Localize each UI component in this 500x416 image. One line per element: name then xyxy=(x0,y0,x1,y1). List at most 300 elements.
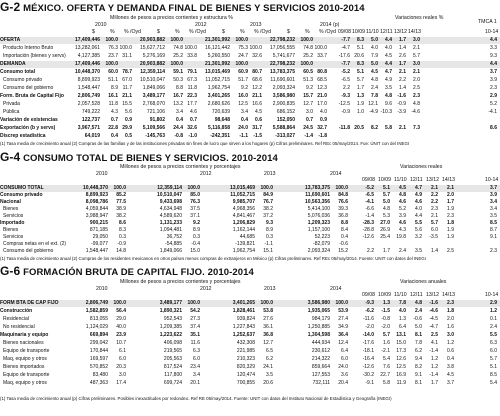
t3-cell: 3,489,177 xyxy=(159,300,182,306)
t1-var-col: 14/13 xyxy=(408,29,421,35)
t1-cell: 5,109,566 xyxy=(142,125,165,131)
t3-cell: 1.6 xyxy=(447,324,454,330)
t1-cell: 16.1 xyxy=(108,93,118,99)
t2-cell: 76.7 xyxy=(263,199,273,205)
t1-cell: 21.1 xyxy=(252,93,262,99)
t1-cell: 1,962,754 xyxy=(207,85,230,91)
t3-cell: 1.2 xyxy=(447,340,454,346)
t1-cell: -1.0 xyxy=(188,133,197,139)
t1-cell: 12.5 xyxy=(238,101,248,107)
t2-cell: 5.0 xyxy=(383,199,390,205)
t3-cell: 23.9 xyxy=(116,332,126,338)
t3-cell: 5.4 xyxy=(490,380,497,386)
t2-row-label: CONSUMO TOTAL xyxy=(0,185,44,191)
t3-cell: -1.6 xyxy=(429,300,438,306)
t1-cell: 76.3 xyxy=(108,45,118,51)
t3-cell: 34.9 xyxy=(338,324,348,330)
t1-cell: 5.1 xyxy=(357,69,364,75)
t1-cell: 25.2 xyxy=(303,53,313,59)
t2-cell: 4,968,356 xyxy=(232,206,255,212)
t3-row-label: Maq, equipo y otros xyxy=(3,380,47,386)
t1-cell: 3.0 xyxy=(413,37,420,43)
t3-cell: -1.5 xyxy=(381,308,390,314)
t3-cell: 3.0 xyxy=(119,372,126,378)
t2-var-col: 14/13 xyxy=(442,177,455,183)
t3-var-col: 09/08 xyxy=(362,292,375,298)
t1-cell: 100.0 xyxy=(170,37,183,43)
t2-cell: 4.0 xyxy=(415,206,422,212)
t1-cell: 4.5 xyxy=(371,69,378,75)
t1-cell: 4.7 xyxy=(385,69,392,75)
t3-cell: 11.9 xyxy=(396,380,406,386)
t1-cell: 3,401,265 xyxy=(207,93,230,99)
t3-cell: 83,480 xyxy=(92,372,108,378)
t1-cell: 1.7 xyxy=(399,61,406,67)
t3-cell: 0.6 xyxy=(447,348,454,354)
t3-cell: -16.4 xyxy=(362,356,374,362)
t2-cell: 4,059,844 xyxy=(85,206,108,212)
t1-cell: -1.8 xyxy=(318,133,327,139)
t2-cell: 3.5 xyxy=(415,248,422,254)
t2-cell: 4,589,620 xyxy=(159,213,182,219)
t1-cell: -7.7 xyxy=(341,37,350,43)
t1-cell: 59.1 xyxy=(173,69,183,75)
t1-row-label: DEMANDA xyxy=(0,61,26,67)
t3-cell: -2.0 xyxy=(365,324,374,330)
t2-cell: 8.6 xyxy=(119,220,126,226)
t2-cell: 5,414,100 xyxy=(307,206,330,212)
t1-cell: 5.8 xyxy=(385,125,392,131)
t2-cell: 2.1 xyxy=(431,185,438,191)
t1-cell: 4.0 xyxy=(371,45,378,51)
t3-cell: 205,563 xyxy=(163,356,182,362)
t2-cell: 100.0 xyxy=(113,185,126,191)
t1-cell: 13,783,375 xyxy=(269,69,295,75)
t2-cell: 2.1 xyxy=(447,185,454,191)
t3-var-col: 12/11 xyxy=(410,292,423,298)
t1-cell: 16,121,442 xyxy=(204,45,230,51)
t2-cell: -99,077 xyxy=(91,241,108,247)
t1-var-col: 12/11 xyxy=(380,29,393,35)
t2-year: 2010 xyxy=(96,171,108,177)
t1-cell: 5,276,169 xyxy=(142,53,165,59)
table3-note: (1) Tasa media de crecimiento anual (p) Cifras preliminares. Posibles inexactitudes por redondeo. Ref RE 05/may/2014. Fuente: UNIT con datos del Instituto Nacional de Estadística y Geografía (INEGI) xyxy=(0,396,392,401)
t1-row-label: Exportación (b y servs) xyxy=(0,125,56,131)
t2-cell: 4.6 xyxy=(399,199,406,205)
t3-cell: 27.6 xyxy=(263,316,273,322)
t1-cell: 4,127,385 xyxy=(77,53,100,59)
t1-cell: 21,301,992 xyxy=(204,37,230,43)
t3-cell: 117,800 xyxy=(164,372,182,378)
t3-cell: 8.1 xyxy=(415,332,422,338)
t1-row xyxy=(0,69,500,76)
t1-row xyxy=(0,133,500,140)
t2-cell: -5.2 xyxy=(365,185,374,191)
t3-cell: 2.0 xyxy=(447,316,454,322)
t1-subcol: % xyxy=(240,29,245,35)
t2-cell: 8.4 xyxy=(341,227,348,233)
t1-row xyxy=(0,37,500,44)
t2-row-label: Servicios xyxy=(3,213,24,219)
t3-cell: 699,724 xyxy=(163,380,182,386)
t2-cell: 26.9 xyxy=(380,227,390,233)
t1-cell: -242,351 xyxy=(210,133,230,139)
t1-cell: -11.8 xyxy=(338,125,350,131)
t2-cell: 4.3 xyxy=(399,227,406,233)
t2-cell: 36.8 xyxy=(338,213,348,219)
t1-cell: 23.7 xyxy=(108,53,118,59)
t2-year: 2012 xyxy=(200,171,212,177)
t1-cell: -1.6 xyxy=(397,93,406,99)
t1-cell: 1.4 xyxy=(399,85,406,91)
t3-row-label: Maq, equipo y otros xyxy=(3,356,47,362)
t1-cell: 21.0 xyxy=(317,93,327,99)
t1-cell: 5,741,677 xyxy=(272,53,295,59)
t2-cell: 2.3 xyxy=(490,248,497,254)
t2-cell: 2.0 xyxy=(447,192,454,198)
t3-cell: 100.0 xyxy=(113,300,126,306)
t1-cell: 17.7 xyxy=(187,101,197,107)
t1-cell: 11,052,715 xyxy=(205,77,230,83)
t3-cell: 4.0 xyxy=(399,308,406,314)
t2-cell: 8.9 xyxy=(193,227,200,233)
t3-cell: 1,582,859 xyxy=(85,308,108,314)
t1-cell: 11.8 xyxy=(108,101,118,107)
t1-year: 2010 xyxy=(95,22,107,28)
t2-cell: 1,157,100 xyxy=(307,227,330,233)
t2-cell: 3.4 xyxy=(490,206,497,212)
t3-cell: 3.0 xyxy=(447,332,454,338)
t3-cell: 221,985 xyxy=(236,348,255,354)
t1-cell: 1.7 xyxy=(399,37,406,43)
t2-cell: 3.4 xyxy=(490,199,497,205)
t3-cell: 29.0 xyxy=(116,316,126,322)
t1-cell: 0.9 xyxy=(320,117,327,123)
t3-cell: 2,806,749 xyxy=(85,300,108,306)
t2-cell: -28.3 xyxy=(362,220,374,226)
t1-cell: 100.0 xyxy=(300,37,313,43)
t1-cell: 3.0 xyxy=(306,109,313,115)
t3-cell: 7.8 xyxy=(415,340,422,346)
t3-cell: 20.6 xyxy=(263,380,273,386)
t1-cell: 75.3 xyxy=(238,45,248,51)
t1-cell: 0.5 xyxy=(125,133,132,139)
t1-row-label: Consumo privado xyxy=(3,77,43,83)
table1-title xyxy=(0,0,500,14)
t2-cell: 1,849,066 xyxy=(159,248,182,254)
t2-cell: 2.1 xyxy=(431,213,438,219)
t1-cell: 74.8 xyxy=(303,45,313,51)
t1-cell: -0.9 xyxy=(397,101,406,107)
t2-row xyxy=(0,234,500,241)
t2-cell: 3,988,947 xyxy=(85,213,108,219)
t1-cell: -4.9 xyxy=(369,109,378,115)
t3-cell: -9.3 xyxy=(365,300,374,306)
t1-cell: 8.9 xyxy=(111,85,118,91)
t2-row xyxy=(0,192,500,199)
t1-cell: 91,802 xyxy=(149,117,165,123)
t3-cell: 1.6 xyxy=(383,340,390,346)
t3-cell: 299,042 xyxy=(89,340,108,346)
t1-cell: 2,900,835 xyxy=(272,101,295,107)
t3-cell: 1,935,065 xyxy=(307,308,330,314)
t3-cell: 24.0 xyxy=(338,364,348,370)
t1-cell: 11.8 xyxy=(187,85,197,91)
t3-cell: 36.8 xyxy=(263,332,273,338)
t1-cell: 1.4 xyxy=(399,45,406,51)
t1-cell: 1.3 xyxy=(357,93,364,99)
t3-cell: 6.0 xyxy=(119,356,126,362)
t2-cell: 52,223 xyxy=(314,234,330,240)
t3-cell: 8.5 xyxy=(490,372,497,378)
t1-cell: 3.0 xyxy=(413,61,420,67)
t2-cell: 2.4 xyxy=(399,248,406,254)
t2-cell: 2.3 xyxy=(447,213,454,219)
t1-cell: 17,409,446 xyxy=(74,61,100,67)
table2-title xyxy=(0,150,500,164)
t1-subcol: $ xyxy=(92,29,95,35)
t3-row-label: Bienes nacionales xyxy=(3,340,44,346)
t1-cell: 2.0 xyxy=(413,77,420,83)
t1-var-col: 10/09 xyxy=(352,29,365,35)
t1-cell: 80.8 xyxy=(317,69,327,75)
table3-years xyxy=(0,286,500,298)
t3-cell: 5.7 xyxy=(383,332,390,338)
t1-row xyxy=(0,61,500,68)
t1-subcol: % xyxy=(175,29,180,35)
t1-cell: 5,260,550 xyxy=(207,53,230,59)
t2-cell: 37.2 xyxy=(263,213,273,219)
t1-row xyxy=(0,125,500,132)
t3-row xyxy=(0,364,500,371)
t3-cell: 100.0 xyxy=(260,300,273,306)
t1-cell: 0.4 xyxy=(111,133,118,139)
t3-cell: 432,308 xyxy=(236,340,255,346)
t3-row-label: Maquinaria y equipo xyxy=(0,332,49,338)
t1-cell: 16.7 xyxy=(173,93,183,99)
t1-cell: -12.5 xyxy=(338,101,350,107)
t2-cell: 2.2 xyxy=(431,199,438,205)
t2-cell: 900,215 xyxy=(89,220,108,226)
t3-cell: 1,250,885 xyxy=(307,324,330,330)
t2-cell: 4,634,948 xyxy=(159,206,182,212)
t3-row xyxy=(0,332,500,339)
t1-cell: 17.0 xyxy=(317,101,327,107)
t3-cell: 820,329 xyxy=(236,364,255,370)
t2-row-label: Compras netas en el ext. (2) xyxy=(3,241,67,247)
t2-cell: 13,783,375 xyxy=(304,185,330,191)
t3-cell: -1.4 xyxy=(429,372,438,378)
t1-cell: 22,798,232 xyxy=(269,61,295,67)
t2-cell: 6.0 xyxy=(431,227,438,233)
t3-cell: 100.0 xyxy=(335,300,348,306)
t1-cell: 32.6 xyxy=(187,125,197,131)
t2-var-col: 13/12 xyxy=(426,177,439,183)
t1-row xyxy=(0,101,500,108)
t1-cell: 4.8 xyxy=(371,77,378,83)
t2-cell: 3.7 xyxy=(490,185,497,191)
t1-cell: 15.7 xyxy=(303,93,313,99)
t3-cell: 35.1 xyxy=(190,332,200,338)
t1-cell: 0.4 xyxy=(176,117,183,123)
t1-cell: 12.7 xyxy=(303,101,313,107)
t2-cell: 4.9 xyxy=(415,192,422,198)
t3-cell: 10.7 xyxy=(116,340,126,346)
t2-cell: -54,885 xyxy=(165,241,182,247)
t2-cell: 84.8 xyxy=(338,192,348,198)
t1-cell: 20,903,882 xyxy=(139,61,165,67)
table1-body xyxy=(0,37,500,147)
t1-cell: 98,648 xyxy=(214,117,230,123)
t1-cell: 100.0 xyxy=(170,61,183,67)
t3-cell: 169,597 xyxy=(89,356,108,362)
t2-cell: 3.2 xyxy=(415,234,422,240)
t2-cell: 0.4 xyxy=(341,234,348,240)
t1-cell: 3.4 xyxy=(241,109,248,115)
t1-row-label: Variación de existencias xyxy=(0,117,58,123)
t3-row xyxy=(0,348,500,355)
t3-cell: -9.1 xyxy=(365,380,374,386)
t3-cell: 214,322 xyxy=(311,356,330,362)
t1-cell: 2.6 xyxy=(399,53,406,59)
t2-cell: 8.7 xyxy=(490,227,497,233)
t1-cell: 2,680,626 xyxy=(207,101,230,107)
t2-cell: 4,841,467 xyxy=(232,213,255,219)
t1-cell: 8.2 xyxy=(371,125,378,131)
t1-cell: 32.6 xyxy=(252,53,262,59)
t3-cell: 1.2 xyxy=(431,364,438,370)
t1-cell: 1,548,447 xyxy=(77,85,100,91)
t3-cell: 1.2 xyxy=(431,356,438,362)
t3-cell: 40.0 xyxy=(116,324,126,330)
t1-cell: 13.2 xyxy=(173,101,183,107)
t2-cell: 2,093,324 xyxy=(307,248,330,254)
t1-cell: 2,806,749 xyxy=(77,93,100,99)
t1-cell: 8.8 xyxy=(176,85,183,91)
t1-cell: 17,056,555 xyxy=(269,45,295,51)
t1-year: 2014 (p) xyxy=(320,22,340,28)
t2-cell: 1.7 xyxy=(447,199,454,205)
t1-subcol: % xyxy=(110,29,115,35)
t2-cell: 85.0 xyxy=(190,192,200,198)
t1-subcol: $ xyxy=(157,29,160,35)
t1-var-col: 10-14 xyxy=(485,29,499,35)
t3-cell: 37.4 xyxy=(190,324,200,330)
t2-cell: 38.2 xyxy=(263,206,273,212)
t1-cell: 24.4 xyxy=(173,125,183,131)
t3-cell: 6.4 xyxy=(341,348,348,354)
t1-cell: 22.3 xyxy=(187,93,197,99)
t3-cell: 24.1 xyxy=(263,364,273,370)
t3-cell: 939,824 xyxy=(236,316,255,322)
t2-cell: 871,185 xyxy=(89,227,108,233)
t3-cell: 570,852 xyxy=(89,364,108,370)
t1-cell: 686,152 xyxy=(276,109,295,115)
t1-cell: 2.9 xyxy=(490,93,497,99)
t1-cell: -4.7 xyxy=(341,45,350,51)
t2-cell: 100.0 xyxy=(187,185,200,191)
t1-cell: 100.0 xyxy=(235,37,248,43)
t1-cell: 3,967,571 xyxy=(77,125,100,131)
t1-cell: 100.0 xyxy=(235,61,248,67)
t1-cell: 21,301,992 xyxy=(204,61,230,67)
t1-cell: 9.6 xyxy=(385,101,392,107)
t1-cell: 67.0 xyxy=(122,77,132,83)
t3-cell: 5.0 xyxy=(415,324,422,330)
t3-cell: -4.6 xyxy=(429,308,438,314)
t1-cell: -1.4 xyxy=(304,133,313,139)
t3-cell: 2.4 xyxy=(490,324,497,330)
t1-subcol: % /Oyd xyxy=(319,29,337,35)
t2-cell: 11,690,601 xyxy=(305,192,330,198)
t1-cell: -1.1 xyxy=(239,133,248,139)
t2-cell: 4.8 xyxy=(399,192,406,198)
t2-cell: 44,685 xyxy=(239,234,255,240)
t1-cell: 9.2 xyxy=(306,85,313,91)
t1-cell: 13,282,061 xyxy=(74,45,100,51)
t3-cell: -1.4 xyxy=(429,348,438,354)
t1-cell: -0.9 xyxy=(341,109,350,115)
t1-cell: 5.0 xyxy=(371,61,378,67)
t2-cell: 37.1 xyxy=(190,213,200,219)
t2-cell: 9.1 xyxy=(490,234,497,240)
t3-cell: 3.7 xyxy=(447,380,454,386)
t1-row xyxy=(0,53,500,60)
t3-cell: 732,111 xyxy=(312,380,330,386)
t3-cell: 23.4 xyxy=(190,364,200,370)
t1-subcol: % /Oyd xyxy=(124,29,142,35)
t3-cell: -4.5 xyxy=(429,316,438,322)
t1-cell: 0.9 xyxy=(125,117,132,123)
t2-cell: 9.2 xyxy=(193,220,200,226)
t1-cell: 4.9 xyxy=(385,77,392,83)
t2-var-col: 10/09 xyxy=(378,177,391,183)
t3-cell: 54.2 xyxy=(190,308,200,314)
t3-cell: 444,934 xyxy=(311,340,330,346)
t1-row xyxy=(0,85,500,92)
t1-cell: 7.8 xyxy=(371,93,378,99)
t3-cell: 36.1 xyxy=(263,324,273,330)
t1-cell: 80.7 xyxy=(252,69,262,75)
t2-cell: 0.3 xyxy=(266,234,273,240)
t1-cell: 4.5 xyxy=(385,53,392,59)
t3-cell: 2.5 xyxy=(431,332,438,338)
t3-cell: -30.2 xyxy=(362,372,374,378)
table3-unit: Millones de pesos a precios corrientes y porcentajes xyxy=(120,279,241,285)
t2-cell: -3.5 xyxy=(429,234,438,240)
t1-cell: 2.2 xyxy=(343,85,350,91)
t1-row xyxy=(0,77,500,84)
t1-cell: 24.5 xyxy=(303,125,313,131)
t1-cell: -4.6 xyxy=(411,109,420,115)
t3-cell: 4.8 xyxy=(415,300,422,306)
table3-code: G-6 xyxy=(0,264,21,278)
t1-cell: 0.7 xyxy=(111,117,118,123)
t1-cell: 31.1 xyxy=(122,53,132,59)
t3-cell: 1,209,385 xyxy=(159,324,182,330)
t2-row-label: Consumo privado xyxy=(0,192,43,198)
t1-row-label: Form. Bruta de Capital Fijo xyxy=(0,93,64,99)
t3-cell: 4.5 xyxy=(447,372,454,378)
t2-cell: 77.5 xyxy=(116,199,126,205)
t1-cell: 0.7 xyxy=(190,117,197,123)
t1-cell: -145,763 xyxy=(145,133,165,139)
t3-cell: 170,844 xyxy=(89,348,108,354)
t3-row-label: Equipo de transporte xyxy=(3,372,50,378)
t3-cell: 1,227,843 xyxy=(232,324,255,330)
t3-cell: 1.3 xyxy=(383,300,390,306)
t3-cell: 7.8 xyxy=(399,300,406,306)
